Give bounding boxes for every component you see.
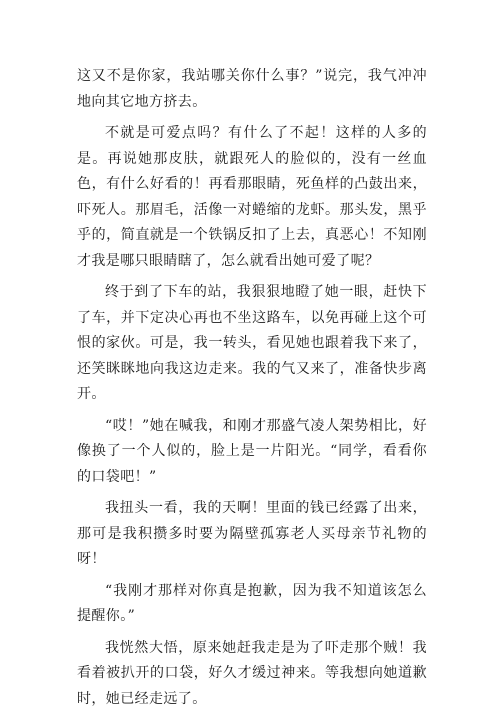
paragraph-realization: 我恍然大悟，原来她赶我走是为了吓走那个贼！我看着被扒开的口袋，好久才缓过神来。等我想向她道歉时，她已经走远了。: [77, 636, 427, 712]
paragraph-continuation: 这又不是你家，我站哪关你什么事？”说完，我气冲冲地向其它地方挤去。: [77, 64, 427, 115]
paragraph-pocket-money: 我扭头一看，我的天啊！里面的钱已经露了出来，那可是我积攒多时要为隔壁孤寡老人买母亲节礼物的呀！: [77, 496, 427, 573]
paragraph-she-calls-out: “哎！”她在喊我，和刚才那盛气凌人架势相比，好像换了一个人似的，脸上是一片阳光。“同学，看看你的口袋吧！”: [77, 414, 427, 491]
paragraph-apology: “我刚才那样对你真是抱歉，因为我不知道该怎么提醒你。”: [77, 579, 427, 630]
article-body: [77, 64, 427, 712]
paragraph-getting-off-bus: 终于到了下车的站，我狠狠地瞪了她一眼，赶快下了车，并下定决心再也不坐这路车，以免再碰上这个可恨的家伙。可是，我一转头，看见她也跟着我下来了，还笑眯眯地向我这边走来。我的气又来了，准备快步离开。: [77, 280, 427, 408]
paragraph-appearance-rant: 不就是可爱点吗？有什么了不起！这样的人多的是。再说她那皮肤，就跟死人的脸似的，没有一丝血色，有什么好看的！再看那眼睛，死鱼样的凸鼓出来，吓死人。那眉毛，活像一对蜷缩的龙虾。那头发，黑乎乎的，简直就是一个铁锅反扣了上去，真恶心！不知刚才我是哪只眼睛瞎了，怎么就看出她可爱了呢？: [77, 121, 427, 274]
